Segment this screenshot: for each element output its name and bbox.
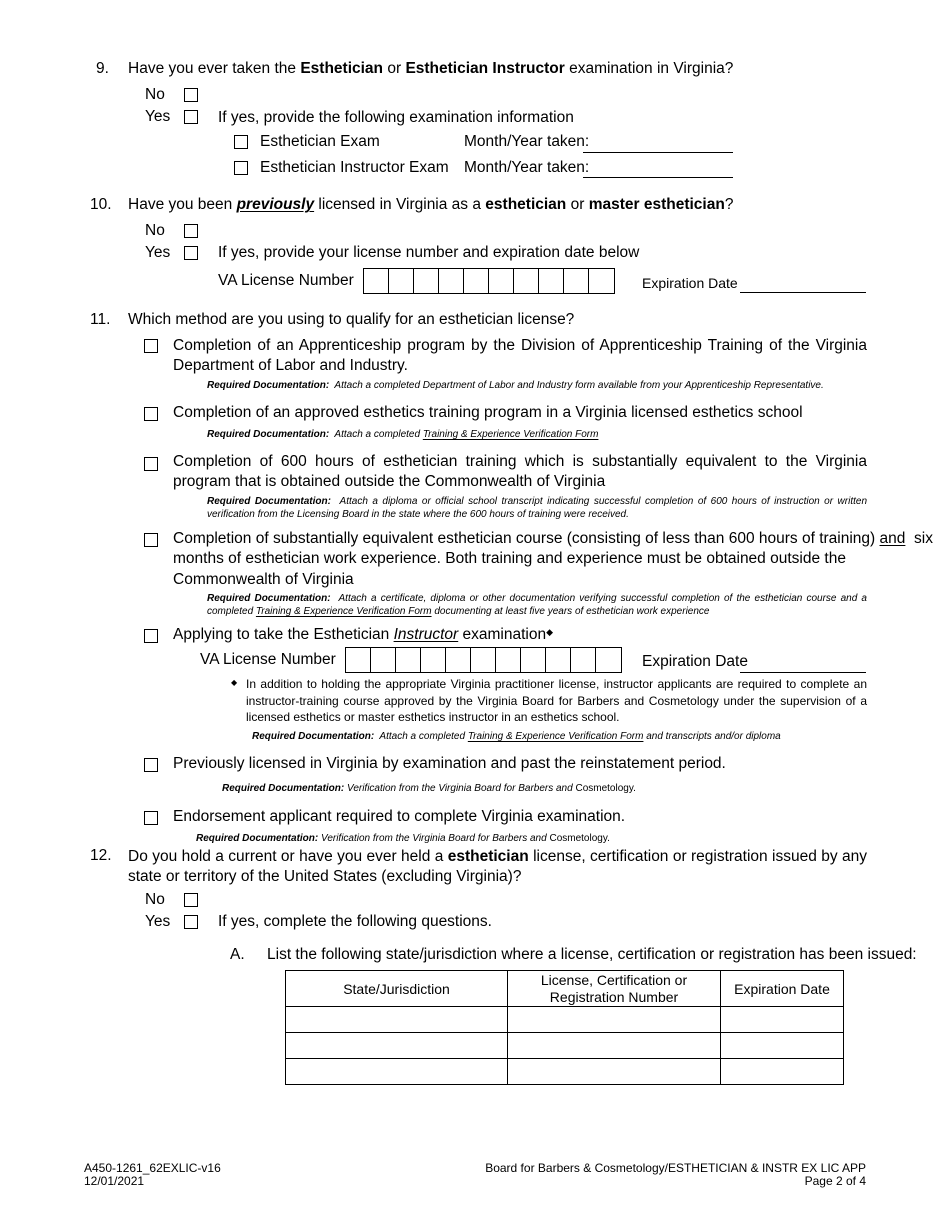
cell-license[interactable]	[508, 1033, 721, 1059]
q9-yes-checkbox[interactable]	[184, 110, 198, 124]
cell-license[interactable]	[508, 1007, 721, 1033]
q12-yes-label: Yes	[145, 913, 171, 930]
q12-question: Do you hold a current or have you ever held a esthetician license, certification or registration issued by any state or territory of the United States (excluding Virginia)?	[128, 848, 867, 885]
q10-no-label: No	[145, 222, 165, 239]
q11-license-label: VA License Number	[200, 651, 336, 668]
q11-endorsement-req: Required Documentation: Verification from the Virginia Board for Barbers and Cosmetology.	[196, 833, 610, 844]
q11-previously-licensed-req: Required Documentation: Verification from the Virginia Board for Barbers and Cosmetology.	[222, 783, 636, 794]
table-row	[286, 1059, 844, 1085]
q10-license-label: VA License Number	[218, 272, 354, 289]
footer-right	[485, 1162, 866, 1188]
bullet-diamond-icon: ◆	[231, 678, 238, 687]
q11-expiration-label: Expiration Date	[642, 653, 748, 670]
q11-equivalent-course-checkbox[interactable]	[144, 533, 158, 547]
training-experience-form-link[interactable]: Training & Experience Verification Form	[422, 429, 599, 440]
q10-expiration-field[interactable]	[740, 292, 866, 293]
cell-state[interactable]	[286, 1007, 508, 1033]
q9-instructor-exam-label: Esthetician Instructor Exam	[260, 159, 449, 176]
footer-left	[84, 1162, 221, 1188]
q11-instructor-exam-checkbox[interactable]	[144, 629, 158, 643]
q10-number: 10.	[90, 196, 112, 213]
footer-date: 12/01/2021	[84, 1174, 145, 1188]
q9-exam1-date-field[interactable]	[583, 152, 733, 153]
q11-instructor-req: Required Documentation: Attach a completed Training & Experience Verification Form and transcripts and/or diploma	[252, 731, 781, 742]
q9-yes-note: If yes, provide the following examination information	[218, 109, 574, 126]
q12-sub-letter: A.	[230, 946, 245, 963]
cell-state[interactable]	[286, 1033, 508, 1059]
q11-training-program-text: Completion of an approved esthetics training program in a Virginia licensed esthetics school	[173, 404, 803, 421]
q9-number: 9.	[96, 60, 109, 77]
q10-yes-label: Yes	[145, 244, 171, 261]
q11-600-hours-text: Completion of 600 hours of esthetician training which is substantially equivalent to the Virginia program that is obtained outside the Commonwealth of Virginia	[173, 453, 867, 490]
q12-sub-text: List the following state/jurisdiction where a license, certification or registration has been issued:	[267, 946, 917, 963]
table-row	[286, 1007, 844, 1033]
header-state: State/Jurisdiction	[286, 971, 508, 1007]
q11-expiration-field[interactable]	[740, 672, 866, 673]
header-license-number: License, Certification or Registration Number	[508, 971, 721, 1007]
cell-expiration[interactable]	[721, 1007, 844, 1033]
q12-number: 12.	[90, 847, 112, 864]
cell-state[interactable]	[286, 1059, 508, 1085]
q9-esthetician-exam-label: Esthetician Exam	[260, 133, 380, 150]
q10-expiration-label: Expiration Date	[642, 275, 738, 291]
q9-no-label: No	[145, 86, 165, 103]
q11-equivalent-course-line1: Completion of substantially equivalent esthetician course (consisting of less than 600 hours of training) and six	[173, 530, 933, 547]
header-expiration: Expiration Date	[721, 971, 844, 1007]
q11-previously-licensed-checkbox[interactable]	[144, 758, 158, 772]
footer-page: Page 2 of 4	[804, 1174, 866, 1188]
table-row	[286, 1033, 844, 1059]
q11-600-hours-req: Required Documentation: Attach a diploma or official school transcript indicating successful completion of 600 hours of instruction or written verification from the Licensing Board in the state where the 600 hours of training were received.	[207, 496, 867, 520]
q11-previously-licensed-text: Previously licensed in Virginia by examination and past the reinstatement period.	[173, 755, 726, 772]
footer-form-id: A450-1261_62EXLIC-v16	[84, 1161, 221, 1175]
q11-equivalent-course-req: Required Documentation: Attach a certificate, diploma or other documentation verifying successful completion of the esthetician course and a completed Training & Experience Verification Form documenting at least five years of esthetician work experience	[207, 593, 867, 617]
q9-exam2-date-field[interactable]	[583, 177, 733, 178]
cell-license[interactable]	[508, 1059, 721, 1085]
cell-expiration[interactable]	[721, 1033, 844, 1059]
q11-equivalent-course-line3: Commonwealth of Virginia	[173, 571, 354, 588]
q9-esthetician-exam-checkbox[interactable]	[234, 135, 248, 149]
q10-yes-checkbox[interactable]	[184, 246, 198, 260]
q12-yes-checkbox[interactable]	[184, 915, 198, 929]
q9-exam2-taken-label: Month/Year taken:	[464, 159, 590, 176]
q9-yes-label: Yes	[145, 108, 171, 125]
q11-apprenticeship-req: Required Documentation: Attach a completed Department of Labor and Industry form available from your Apprenticeship Representative.	[207, 380, 824, 391]
cell-expiration[interactable]	[721, 1059, 844, 1085]
table-header-row	[286, 971, 844, 1007]
q9-instructor-exam-checkbox[interactable]	[234, 161, 248, 175]
q12-yes-note: If yes, complete the following questions.	[218, 913, 492, 930]
training-experience-form-link-2[interactable]: Training & Experience Verification Form	[255, 606, 432, 617]
q12-no-label: No	[145, 891, 165, 908]
q11-endorsement-text: Endorsement applicant required to complete Virginia examination.	[173, 808, 626, 825]
q11-600-hours-checkbox[interactable]	[144, 457, 158, 471]
q11-instructor-exam-text: Applying to take the Esthetician Instructor examination◆	[173, 626, 554, 643]
q11-training-program-checkbox[interactable]	[144, 407, 158, 421]
footer-board: Board for Barbers & Cosmetology/ESTHETICIAN & INSTR EX LIC APP	[485, 1161, 866, 1175]
q11-endorsement-checkbox[interactable]	[144, 811, 158, 825]
q9-question: Have you ever taken the Esthetician or Esthetician Instructor examination in Virginia?	[128, 60, 734, 77]
q11-instructor-note: In addition to holding the appropriate Virginia practitioner license, instructor applicants are required to complete an instructor-training course approved by the Virginia Board for Barbers and Cosmetology under the supervision of a licensed esthetics or master esthetics instructor in an esthetics school.	[246, 677, 867, 724]
q10-no-checkbox[interactable]	[184, 224, 198, 238]
training-experience-form-link-3[interactable]: Training & Experience Verification Form	[467, 731, 644, 742]
q12-no-checkbox[interactable]	[184, 893, 198, 907]
q11-number: 11.	[90, 311, 111, 328]
q11-apprenticeship-text: Completion of an Apprenticeship program by the Division of Apprenticeship Training of the Virginia Department of Labor and Industry.	[173, 337, 867, 374]
q11-equivalent-course-line2: months of esthetician work experience. Both training and experience must be obtained outside the	[173, 550, 846, 567]
q11-license-number-field[interactable]	[345, 647, 622, 673]
q9-exam1-taken-label: Month/Year taken:	[464, 133, 590, 150]
jurisdiction-table	[285, 970, 844, 1085]
q9-no-checkbox[interactable]	[184, 88, 198, 102]
q10-yes-note: If yes, provide your license number and expiration date below	[218, 244, 640, 261]
diamond-icon: ◆	[546, 627, 554, 637]
q10-question: Have you been previously licensed in Virginia as a esthetician or master esthetician?	[128, 196, 734, 213]
q11-training-program-req: Required Documentation: Attach a completed Training & Experience Verification Form	[207, 429, 599, 440]
q11-question: Which method are you using to qualify for an esthetician license?	[128, 311, 575, 328]
q10-license-number-field[interactable]	[363, 268, 615, 294]
q11-apprenticeship-checkbox[interactable]	[144, 339, 158, 353]
